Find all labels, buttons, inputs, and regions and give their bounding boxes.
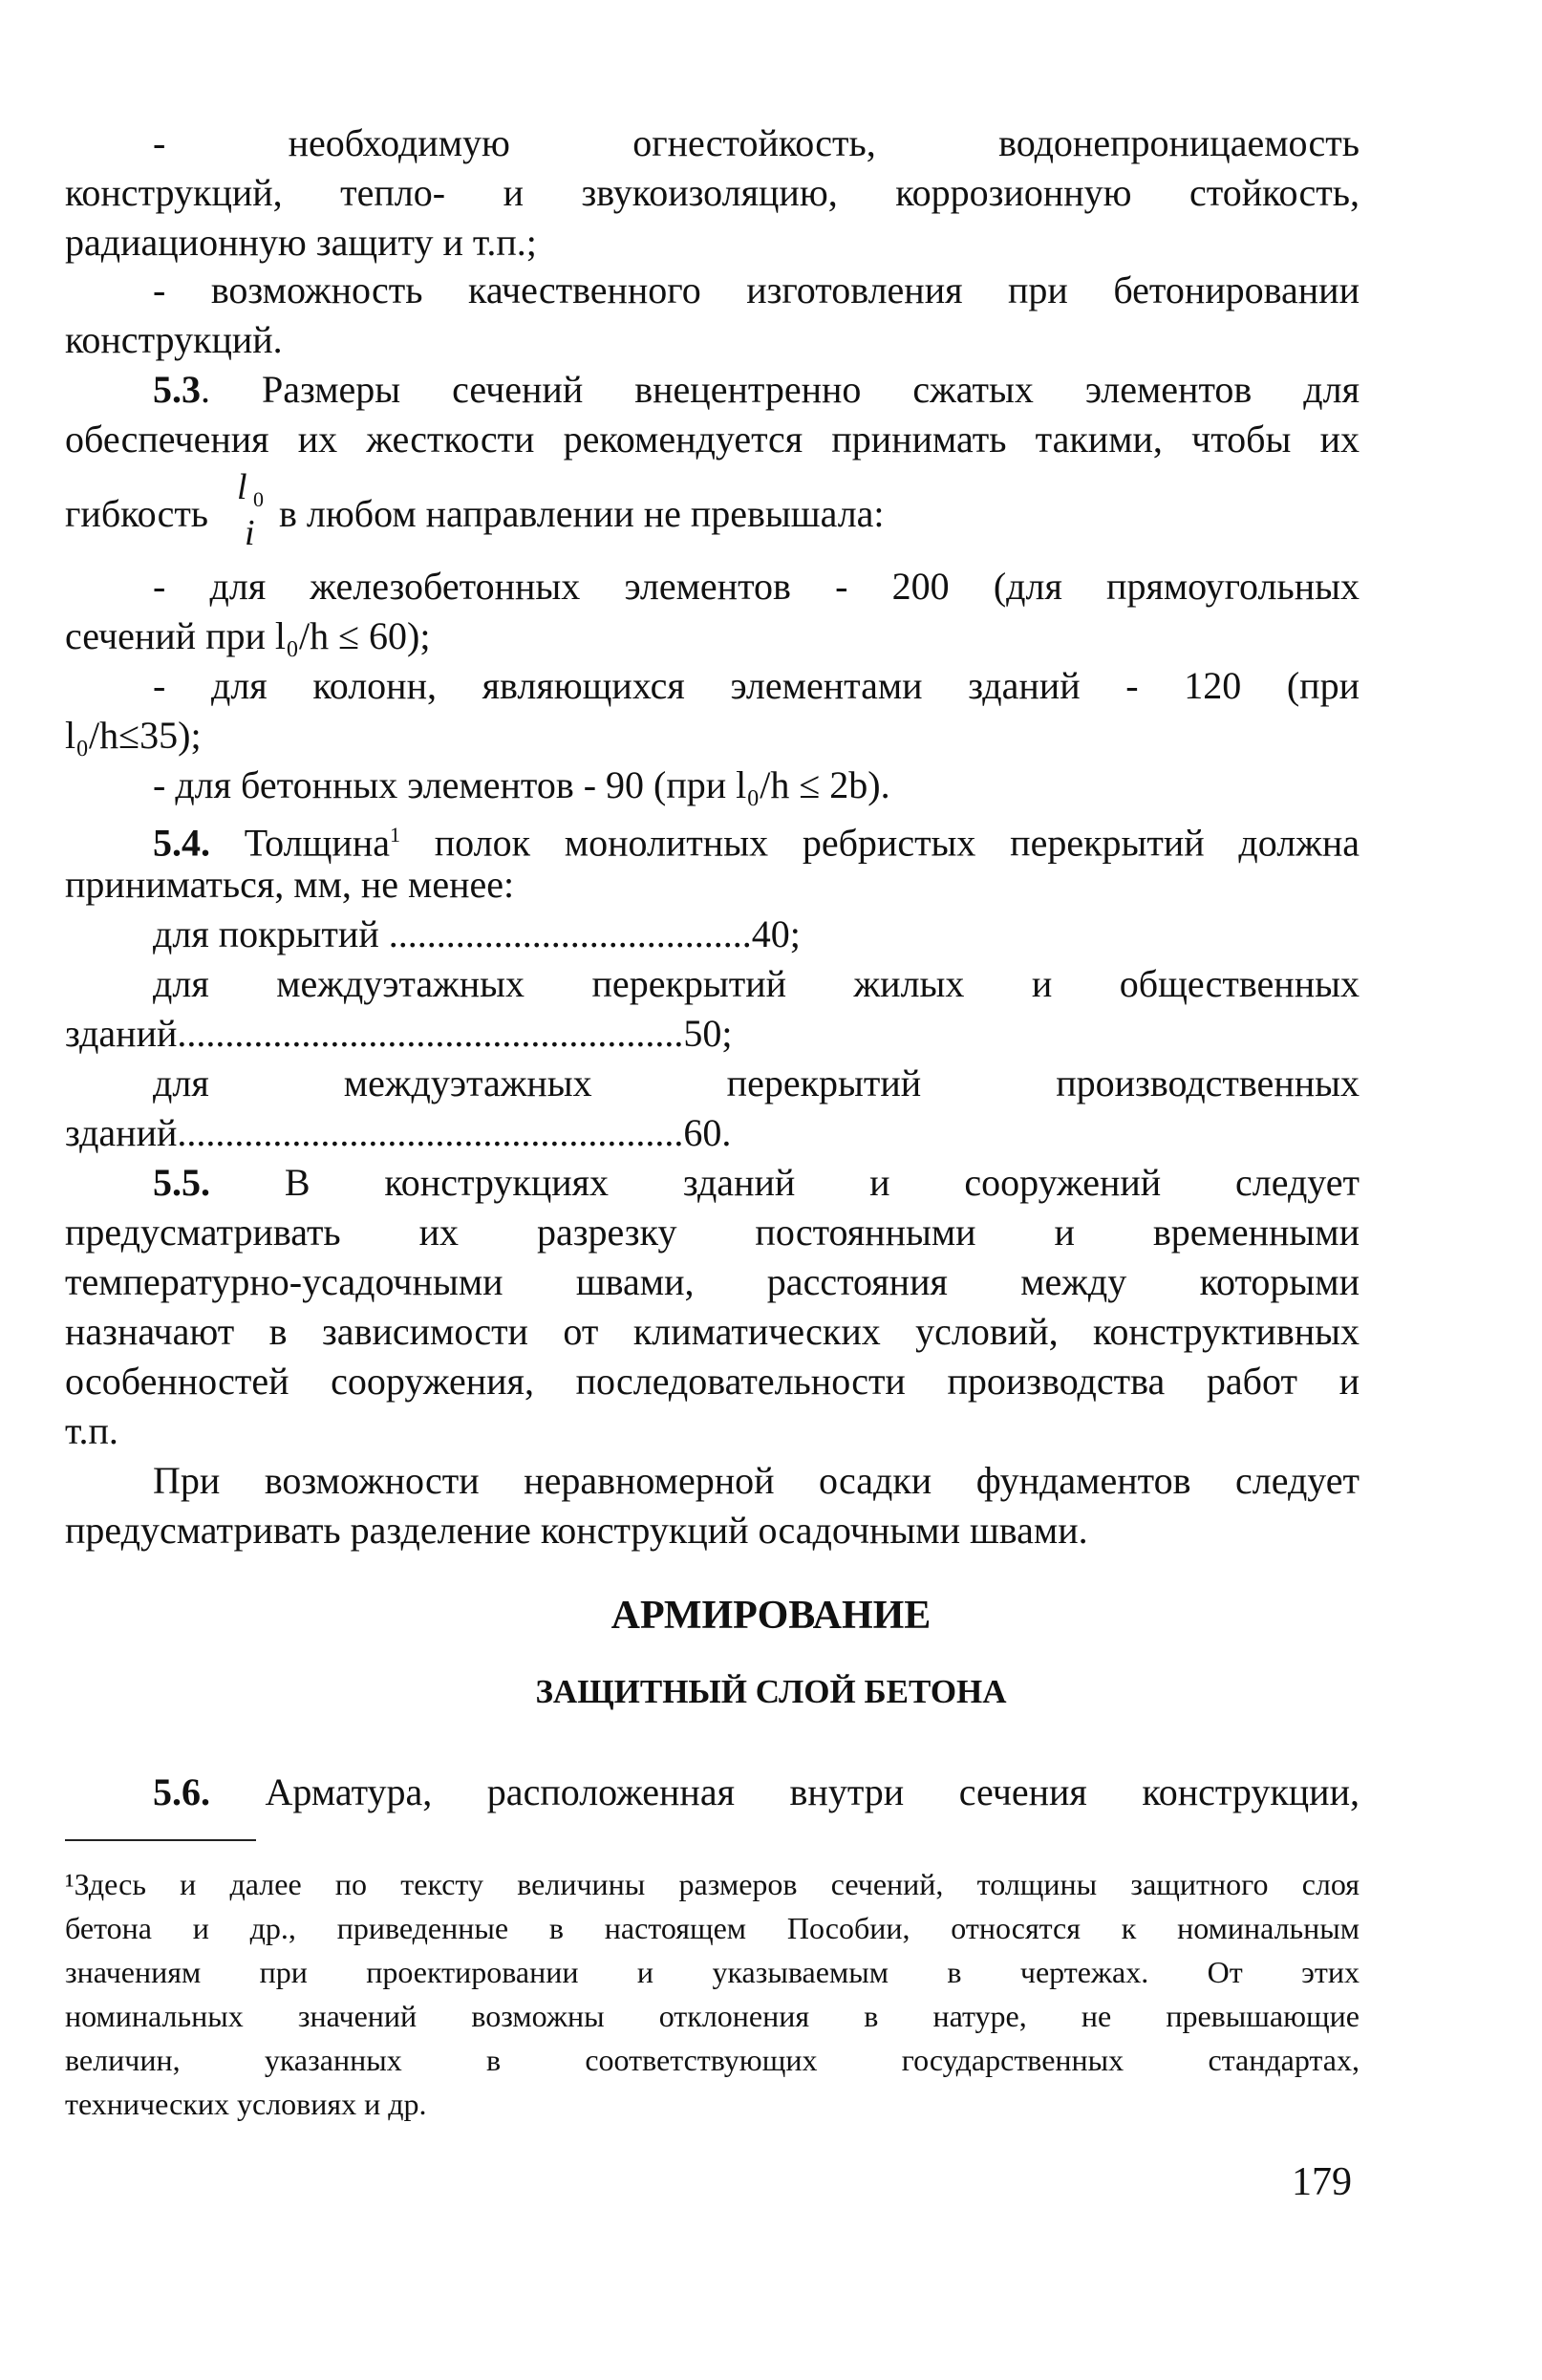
body-line: приниматься, мм, не менее:: [65, 863, 515, 906]
page-number: 179: [1292, 2160, 1352, 2204]
body-line: в любом направлении не превышала:: [279, 492, 885, 535]
footnote-separator: [65, 1839, 256, 1841]
body-line: гибкость: [65, 492, 209, 535]
section-5-4-line: [153, 811, 1360, 867]
section-number: 5.5.: [153, 1161, 210, 1204]
bullet-line: - для железобетонных элементов - 200 (для прямоугольных: [153, 565, 1360, 608]
footnote-ref: 1: [389, 823, 400, 847]
body-line: зданий.....................................................60.: [65, 1111, 732, 1154]
section-number: 5.3: [153, 368, 201, 411]
body-line: для междуэтажных перекрытий жилых и общественных: [153, 962, 1360, 1005]
subsection-heading: ЗАЩИТНЫЙ СЛОЙ БЕТОНА: [535, 1673, 1007, 1710]
section-text: В конструкциях зданий и сооружений следует: [284, 1161, 1360, 1204]
fraction-numerator: l: [237, 467, 247, 507]
body-line: предусматривать разделение конструкций осадочными швами.: [65, 1509, 1088, 1552]
footnote-line: величин, указанных в соответствующих государственных стандартах,: [65, 2043, 1360, 2077]
section-text: . Размеры сечений внецентренно сжатых элементов для: [201, 368, 1360, 411]
footnote-line: номинальных значений возможны отклонения в натуре, не превышающие: [65, 1999, 1360, 2033]
body-line: особенностей сооружения, последовательности производства работ и: [65, 1360, 1360, 1403]
bullet-line: - для колонн, являющихся элементами зданий - 120 (при: [153, 664, 1360, 707]
section-heading: АРМИРОВАНИЕ: [610, 1594, 932, 1638]
body-line: для междуэтажных перекрытий производственных: [153, 1061, 1360, 1104]
body-line: - возможность качественного изготовления при бетонировании: [153, 268, 1360, 311]
body-line: радиационную защиту и т.п.;: [65, 221, 537, 264]
section-5-3-line: [153, 366, 1360, 414]
fraction-denominator: i: [245, 513, 255, 553]
section-5-5-line: [153, 1159, 1360, 1207]
body-line: конструкций.: [65, 318, 283, 361]
body-line: предусматривать их разрезку постоянными и временными: [65, 1211, 1360, 1254]
section-text: Толщина: [244, 821, 390, 865]
body-line: т.п.: [65, 1409, 118, 1452]
section-number: 5.4.: [153, 821, 210, 865]
body-line: - необходимую огнестойкость, водонепроницаемость: [153, 121, 1360, 164]
bullet-line: l₀/h≤35);: [65, 714, 202, 757]
footnote-line: значениям при проектировании и указываемым в чертежах. От этих: [65, 1955, 1360, 1989]
footnote-line: технических условиях и др.: [65, 2087, 427, 2121]
footnote-line: бетона и др., приведенные в настоящем Пособии, относятся к номинальным: [65, 1911, 1360, 1945]
body-line: зданий.....................................................50;: [65, 1012, 733, 1055]
body-line: конструкций, тепло- и звукоизоляцию, коррозионную стойкость,: [65, 171, 1360, 214]
body-line: назначают в зависимости от климатических условий, конструктивных: [65, 1310, 1360, 1353]
section-5-6-line: [153, 1769, 1360, 1816]
body-line: При возможности неравномерной осадки фундаментов следует: [153, 1459, 1360, 1502]
body-line: для покрытий ......................................40;: [153, 912, 801, 955]
section-number: 5.6.: [153, 1770, 210, 1813]
section-text: полок монолитных ребристых перекрытий должна: [434, 821, 1360, 865]
bullet-line: сечений при l₀/h ≤ 60);: [65, 614, 431, 657]
footnote-line: ¹Здесь и далее по тексту величины размеров сечений, толщины защитного слоя: [65, 1867, 1360, 1901]
body-line: обеспечения их жесткости рекомендуется принимать такими, чтобы их: [65, 418, 1360, 461]
slenderness-fraction: [237, 466, 266, 557]
section-text: Арматура, расположенная внутри сечения конструкции,: [265, 1770, 1360, 1813]
bullet-line: - для бетонных элементов - 90 (при l₀/h ≤ 2b).: [153, 763, 890, 806]
body-line: температурно-усадочными швами, расстояния между которыми: [65, 1260, 1360, 1303]
fraction-subscript: 0: [253, 487, 264, 511]
